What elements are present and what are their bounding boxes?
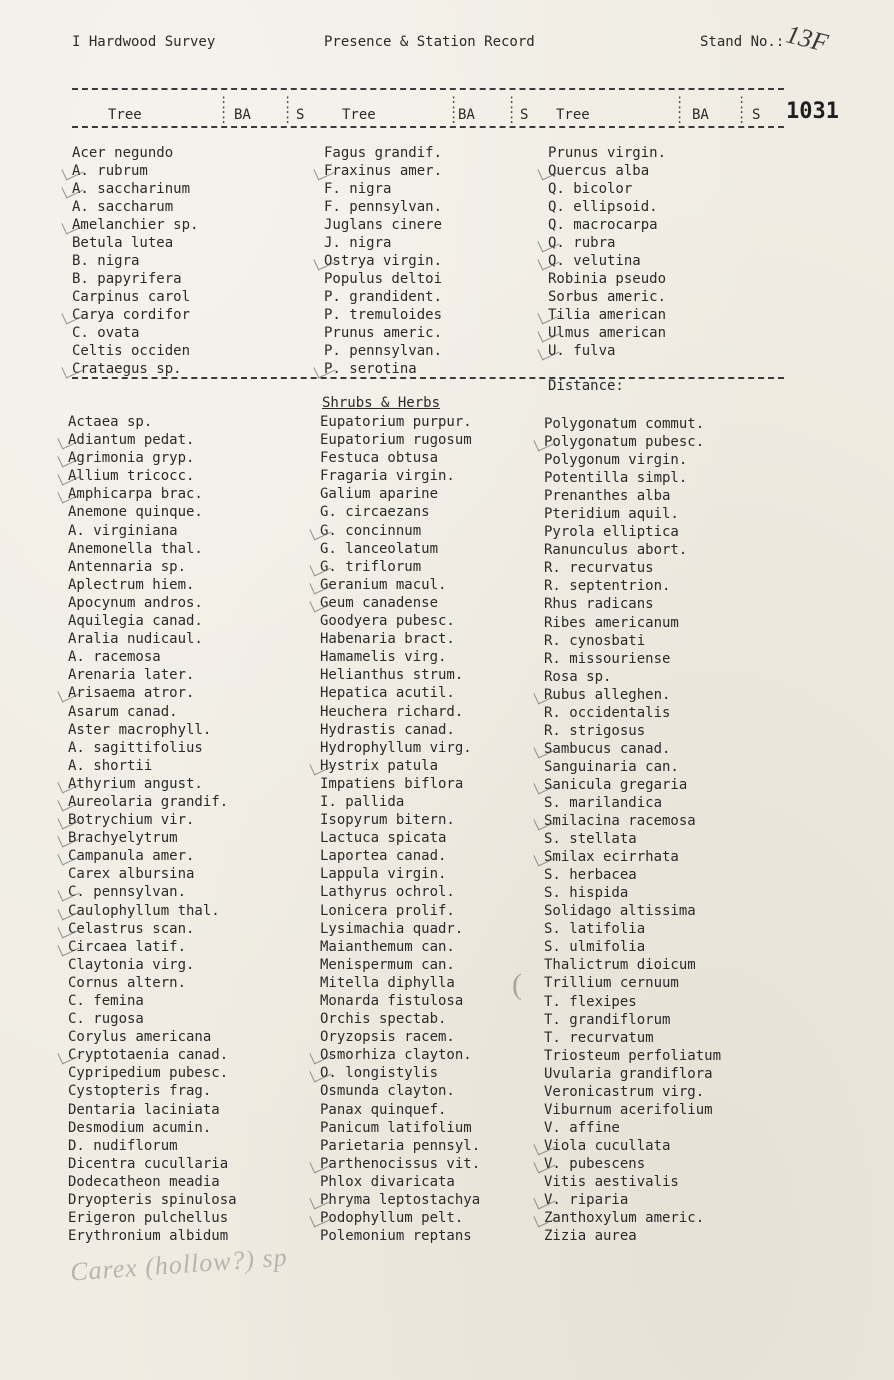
species-entry: Lappula virgin. (320, 866, 447, 883)
species-entry: C. pennsylvan. (68, 883, 237, 901)
species-entry: Oryzopsis racem. (320, 1029, 455, 1046)
species-entry: Lactuca spicata (320, 830, 447, 847)
species-entry: Q. bicolor (548, 181, 633, 197)
species-entry: G. triflorum (320, 558, 480, 576)
species-entry: S. latifolia (544, 921, 646, 938)
column-separator: : : : (284, 92, 292, 126)
species-entry: Amphicarpa brac. (68, 485, 237, 503)
shrub-list-col1 (68, 413, 237, 1245)
shrubs-herbs-heading: Shrubs & Herbs (322, 395, 441, 411)
species-entry: S. herbacea (544, 867, 637, 884)
species-entry: D. nudiflorum (68, 1137, 178, 1154)
species-entry: Hydrophyllum virg. (320, 739, 472, 756)
species-entry: Campanula amer. (68, 847, 237, 865)
species-entry: Erigeron pulchellus (68, 1210, 229, 1227)
handwritten-pencil-note: Carex (hollow?) sp (69, 1242, 289, 1287)
species-entry: Geum canadense (320, 594, 480, 612)
species-entry: Laportea canad. (320, 848, 447, 865)
species-entry: Rubus alleghen. (544, 686, 721, 704)
ba-col1-heading: BA (234, 107, 251, 123)
ba-col2-heading: BA (458, 107, 475, 123)
species-entry: Dicentra cucullaria (68, 1155, 229, 1172)
species-entry: Smilax ecirrhata (544, 848, 721, 866)
species-entry: Tilia american (548, 307, 667, 323)
species-entry: Lysimachia quadr. (320, 920, 464, 937)
species-entry: Carya cordifor (72, 306, 198, 324)
species-entry: Acer negundo (72, 145, 174, 161)
species-entry: Ulmus american (548, 325, 667, 341)
species-entry: C. femina (68, 993, 144, 1009)
tree-list-col2 (324, 144, 442, 378)
column-separator: : : : (676, 92, 684, 126)
species-entry: R. septentrion. (544, 578, 671, 595)
header-divider-top (72, 88, 784, 90)
stand-id-number: 1031 (786, 99, 839, 124)
species-entry: Cypripedium pubesc. (68, 1065, 229, 1082)
species-entry: C. ovata (72, 325, 140, 341)
species-entry: B. nigra (72, 253, 140, 269)
species-entry: Q. macrocarpa (548, 217, 658, 233)
species-entry: Corylus americana (68, 1029, 212, 1046)
species-entry: Sambucus canad. (544, 740, 721, 758)
species-entry: Eupatorium purpur. (320, 414, 472, 430)
species-entry: Hydrastis canad. (320, 721, 455, 738)
tree-list-col3 (548, 144, 666, 360)
species-entry: S. hispida (544, 885, 629, 902)
species-entry: Fagus grandif. (324, 145, 443, 161)
species-entry: Allium tricocc. (68, 467, 237, 485)
species-entry: Aureolaria grandif. (68, 793, 237, 811)
species-entry: Amelanchier sp. (72, 217, 199, 233)
species-entry: Maianthemum can. (320, 938, 455, 955)
species-entry: G. concinnum (320, 522, 480, 540)
species-entry: Ribes americanum (544, 614, 679, 631)
species-entry: Pyrola elliptica (544, 524, 679, 541)
species-entry: Fraxinus amer. (324, 163, 443, 179)
species-entry: Panicum latifolium (320, 1119, 472, 1136)
species-entry: Triosteum perfoliatum (544, 1047, 722, 1064)
species-entry: Polygonum virgin. (544, 452, 688, 469)
species-entry: O. longistylis (320, 1064, 480, 1082)
s-col1-heading: S (296, 107, 305, 123)
shrub-list-col2 (320, 413, 480, 1245)
tree-col1-heading: Tree (108, 107, 142, 123)
species-entry: U. fulva (548, 342, 666, 360)
species-entry: Sorbus americ. (548, 289, 667, 305)
species-entry: S. marilandica (544, 794, 663, 811)
species-entry: A. sagittifolius (68, 739, 203, 756)
species-entry: Zizia aurea (544, 1228, 637, 1245)
species-entry: Q. velutina (548, 252, 666, 270)
species-entry: Helianthus strum. (320, 667, 464, 684)
species-entry: Vitis aestivalis (544, 1173, 679, 1190)
species-entry: Dentaria laciniata (68, 1101, 220, 1118)
species-entry: Monarda fistulosa (320, 993, 464, 1009)
tree-section-divider (72, 377, 784, 379)
species-entry: Smilacina racemosa (544, 812, 721, 830)
species-entry: Caulophyllum thal. (68, 902, 237, 920)
species-entry: V. riparia (544, 1191, 721, 1209)
species-entry: Panax quinquef. (320, 1101, 447, 1118)
species-entry: Orchis spectab. (320, 1011, 447, 1028)
species-entry: Anemone quinque. (68, 504, 203, 521)
species-entry: V. pubescens (544, 1155, 721, 1173)
species-entry: T. flexipes (544, 993, 637, 1010)
species-entry: Q. rubra (548, 234, 666, 252)
species-entry: A. shortii (68, 757, 153, 774)
species-entry: S. ulmifolia (544, 939, 646, 956)
species-entry: R. recurvatus (544, 560, 654, 577)
species-entry: R. strigosus (544, 722, 646, 739)
species-entry: Athyrium angust. (68, 775, 237, 793)
species-entry: P. pennsylvan. (324, 343, 443, 359)
species-entry: Claytonia virg. (68, 956, 195, 973)
species-entry: Q. ellipsoid. (548, 199, 658, 215)
species-entry: Lonicera prolif. (320, 902, 455, 919)
species-entry: Dryopteris spinulosa (68, 1192, 237, 1209)
species-entry: Ostrya virgin. (324, 253, 443, 269)
survey-title: I Hardwood Survey (72, 34, 216, 50)
column-separator: : : : (738, 92, 746, 126)
species-entry: Rhus radicans (544, 596, 654, 613)
column-separator: : : : (220, 92, 228, 126)
species-entry: Cystopteris frag. (68, 1083, 212, 1100)
species-entry: Arisaema atror. (68, 684, 237, 702)
species-entry: Botrychium vir. (68, 811, 237, 829)
species-entry: Polygonatum commut. (544, 416, 705, 432)
species-entry: B. papyrifera (72, 271, 182, 287)
species-entry: Habenaria bract. (320, 631, 455, 648)
species-entry: Quercus alba (548, 162, 666, 180)
species-entry: Populus deltoi (324, 271, 443, 287)
species-entry: Pteridium aquil. (544, 506, 679, 523)
species-entry: Isopyrum bitern. (320, 812, 455, 829)
ba-col3-heading: BA (692, 107, 709, 123)
species-entry: Carpinus carol (72, 289, 191, 305)
species-entry: V. affine (544, 1119, 620, 1136)
species-entry: Parthenocissus vit. (320, 1155, 481, 1172)
species-entry: Cornus altern. (68, 974, 187, 991)
species-entry: Desmodium acumin. (68, 1119, 212, 1136)
tree-list-col1 (72, 144, 198, 378)
species-entry: R. occidentalis (544, 704, 671, 721)
species-entry: A. saccharum (72, 199, 174, 215)
species-entry: Thalictrum dioicum (544, 957, 696, 974)
species-entry: T. recurvatum (544, 1029, 654, 1046)
species-entry: G. circaezans (320, 504, 430, 521)
species-entry: Betula lutea (72, 235, 174, 251)
species-entry: Aplectrum hiem. (68, 576, 195, 593)
species-entry: A. virginiana (68, 522, 178, 539)
species-entry: Cryptotaenia canad. (68, 1046, 237, 1064)
species-entry: Aquilegia canad. (68, 613, 203, 630)
species-entry: Trillium cernuum (544, 975, 679, 992)
species-entry: Juglans cinere (324, 217, 443, 233)
species-entry: Polemonium reptans (320, 1228, 472, 1245)
species-entry: Prunus virgin. (548, 145, 667, 161)
species-entry: P. serotina (324, 360, 442, 378)
species-entry: T. grandiflorum (544, 1011, 671, 1028)
species-entry: Robinia pseudo (548, 271, 667, 287)
species-entry: Mitella diphylla (320, 974, 455, 991)
species-entry: S. stellata (544, 831, 637, 848)
stand-number-handwritten: 13F (783, 19, 831, 58)
species-entry: Ranunculus abort. (544, 542, 688, 559)
species-entry: Parietaria pennsyl. (320, 1137, 481, 1154)
species-entry: Osmunda clayton. (320, 1083, 455, 1100)
species-entry: Crataegus sp. (72, 360, 198, 378)
distance-label: Distance: (548, 378, 624, 394)
species-entry: Festuca obtusa (320, 450, 439, 467)
species-entry: Zanthoxylum americ. (544, 1209, 721, 1227)
species-entry: Polygonatum pubesc. (544, 433, 721, 451)
species-entry: Sanicula gregaria (544, 776, 721, 794)
pencil-bracket-mark: ( (512, 968, 522, 1001)
species-entry: Celastrus scan. (68, 920, 237, 938)
species-entry: A. saccharinum (72, 180, 198, 198)
species-entry: Prenanthes alba (544, 488, 671, 505)
species-entry: Brachyelytrum (68, 829, 237, 847)
species-entry: I. pallida (320, 793, 405, 810)
species-entry: Prunus americ. (324, 325, 443, 341)
species-entry: A. rubrum (72, 162, 198, 180)
species-entry: Asarum canad. (68, 703, 178, 720)
species-entry: Arenaria later. (68, 667, 195, 684)
species-entry: Rosa sp. (544, 668, 612, 685)
stand-number-label: Stand No.: (700, 34, 785, 50)
tree-col2-heading: Tree (342, 107, 376, 123)
species-entry: Actaea sp. (68, 414, 153, 430)
species-entry: Hamamelis virg. (320, 649, 447, 666)
species-entry: C. rugosa (68, 1011, 144, 1028)
species-entry: F. nigra (324, 181, 392, 197)
species-entry: P. grandident. (324, 289, 443, 305)
species-entry: Aster macrophyll. (68, 721, 212, 738)
species-entry: Agrimonia gryp. (68, 449, 237, 467)
species-entry: Menispermum can. (320, 956, 455, 973)
column-separator: : : : (450, 92, 458, 126)
species-entry: Veronicastrum virg. (544, 1083, 705, 1100)
species-entry: P. tremuloides (324, 307, 443, 323)
species-entry: Lathyrus ochrol. (320, 884, 455, 901)
species-entry: Antennaria sp. (68, 558, 187, 575)
species-entry: Celtis occiden (72, 343, 191, 359)
species-entry: Galium aparine (320, 486, 439, 503)
species-entry: A. racemosa (68, 649, 161, 666)
species-entry: Carex albursina (68, 866, 195, 883)
s-col3-heading: S (752, 107, 761, 123)
s-col2-heading: S (520, 107, 529, 123)
species-entry: Anemonella thal. (68, 540, 203, 557)
species-entry: Phlox divaricata (320, 1173, 455, 1190)
species-entry: Viburnum acerifolium (544, 1101, 713, 1118)
species-entry: Erythronium albidum (68, 1228, 229, 1245)
species-entry: Phryma leptostachya (320, 1192, 481, 1209)
species-entry: Osmorhiza clayton. (320, 1046, 480, 1064)
species-entry: J. nigra (324, 235, 392, 251)
species-entry: Heuchera richard. (320, 703, 464, 720)
species-entry: Potentilla simpl. (544, 470, 688, 487)
species-entry: Apocynum andros. (68, 594, 203, 611)
species-entry: Solidago altissima (544, 903, 696, 920)
species-entry: Uvularia grandiflora (544, 1065, 713, 1082)
species-entry: R. cynosbati (544, 632, 646, 649)
species-entry: Podophyllum pelt. (320, 1209, 480, 1227)
species-entry: Hepatica acutil. (320, 685, 455, 702)
species-entry: Aralia nudicaul. (68, 631, 203, 648)
species-entry: Eupatorium rugosum (320, 432, 472, 449)
header-divider-bottom (72, 126, 784, 128)
species-entry: F. pennsylvan. (324, 199, 443, 215)
species-entry: Adiantum pedat. (68, 431, 237, 449)
species-entry: R. missouriense (544, 650, 671, 667)
species-entry: Sanguinaria can. (544, 758, 679, 775)
record-title: Presence & Station Record (324, 34, 535, 50)
species-entry: Impatiens biflora (320, 775, 464, 792)
species-entry: Hystrix patula (320, 757, 480, 775)
species-entry: Fragaria virgin. (320, 468, 455, 485)
species-entry: Viola cucullata (544, 1137, 721, 1155)
species-entry: Dodecatheon meadia (68, 1173, 220, 1190)
species-entry: Circaea latif. (68, 938, 237, 956)
tree-col3-heading: Tree (556, 107, 590, 123)
shrub-list-col3 (544, 415, 721, 1245)
species-entry: Geranium macul. (320, 576, 480, 594)
species-entry: Goodyera pubesc. (320, 613, 455, 630)
species-entry: G. lanceolatum (320, 540, 439, 557)
column-separator: : : : (508, 92, 516, 126)
